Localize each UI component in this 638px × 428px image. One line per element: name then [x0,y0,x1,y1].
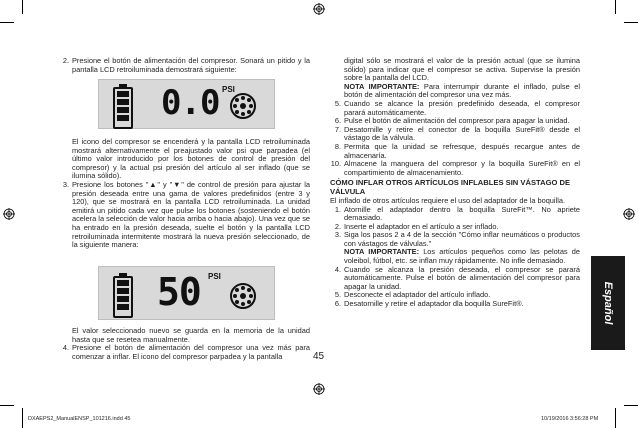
language-tab-label: Español [602,281,614,325]
left-column [58,57,310,74]
list-item-3: 3. Presione los botones "▲" y "▼" de control de presión para ajustar la presión deseada entre una gama de valores predefinidos (entre 3 y 120), que se mostrará en la pantalla LCD retroiluminada. La unidad emitirá un pitido cada vez que pulse los botones (sosteniendo el botón acelera la selección de valor hacia arriba o hacia abajo). Una vez que se ha entrado en la presión deseada, suelte el botón y la pantalla LCD retroiluminada intermitente mostrará la nueva presión seleccionado, de la siguiente manera: [62,179,310,250]
crop-mark [615,408,616,428]
crop-mark [22,0,23,14]
lcd-digits: 50 [157,270,201,314]
list-item: 10. Almacene la manguera del compresor y la boquilla SureFit® en el compartimiento de almacenamiento. [330,159,580,177]
list-item: 6. Pulse el botón de alimentación del compresor para apagar la unidad. [334,116,570,126]
footer-filename: DXAEPS2_ManualENSP_101216.indd 45 [28,416,131,422]
left-column-footer [58,327,310,361]
registration-mark-right [623,208,635,220]
page-number: 45 [313,351,325,362]
list-item: 3. Siga los pasos 2 a 4 de la sección "Cómo inflar neumáticos o productos con vástagos de válvulas." [334,230,580,248]
paragraph: El valor seleccionado nuevo se guarda en la memoria de la unidad hasta que se resetea manualmente. [72,326,310,344]
list-item: 8. Permita que la unidad se refresque, después recargue antes de almacenaría. [334,141,580,160]
language-tab [591,256,625,350]
right-column [330,57,580,309]
list-item: 6. Desatornille y retire el adaptador dla boquilla SureFit®. [334,299,524,309]
battery-icon [113,276,133,318]
list-item-2: 2. Presione el botón de alimentación del compresor. Sonará un pitido y la pantalla LCD retroiluminada demostrará siguiente: [62,56,310,74]
registration-mark-bottom [313,383,325,395]
list-item: 7. Desatornille y retire el conector de la boquilla SureFit® desde el vástago de la válvula. [334,124,580,143]
list-item: 4. Cuando se alcanza la presión deseada, el compresor se parará automáticamente. Pulse el botón de alimentación del compresor para apagar la unidad. [334,264,580,291]
crop-mark [615,0,616,14]
important-note: NOTA IMPORTANTE: Los artículos pequeños como las pelotas de voleibol, fútbol, etc. se inflan muy rápidamente. No infle demasiado. [344,247,581,266]
paragraph: digital sólo se mostrará el valor de la presión actual (que se ilumina sólido) para indicar que el compresor se activa. Supervise la presión sobre la pantalla del LCD. [344,56,580,83]
crop-mark [624,405,638,406]
lcd-display-2 [98,266,275,320]
list-item-4: 4. Presione el botón de alimentación del compresor una vez más para comenzar a inflar. El icono del compresor parpadea y la pantalla [62,343,310,361]
list-item: 5. Cuando se alcance la presión predefinido deseada, el compresor parará automáticamente. [334,98,580,117]
list-item: 5. Desconecte el adaptador del artículo inflado. [334,290,491,300]
compressor-icon [230,283,256,309]
paragraph: El icono del compresor se encenderá y la pantalla LCD retroiluminada mostrará alternativamente el preajustado valor psi que parpadea (el último valor introducido por los botones de control de presión del compresor) y la actual psi presión del artículo al ser inflado (que se ilumina sólido). [72,137,310,181]
lcd-unit: PSI [222,85,235,94]
compressor-icon [230,93,256,119]
crop-mark [624,22,638,23]
left-column-body [58,138,310,250]
crop-mark [0,405,14,406]
lcd-unit: PSI [208,272,221,281]
list-item: 1. Atornille el adaptador dentro la boquilla SureFit™. No apriete demasiado. [334,204,580,223]
registration-mark-left [3,208,15,220]
list-item: 2. Inserte el adaptador en el artículo a ser inflado. [334,221,499,231]
lcd-display-1 [98,79,275,129]
section-heading: CÓMO INFLAR OTROS ARTÍCULOS INFLABLES SIN VÁSTAGO DE VÁLVULA [330,178,571,197]
lcd-digits: 0.0 [161,83,220,123]
crop-mark [22,408,23,428]
registration-mark-top [313,3,325,15]
battery-icon [113,87,133,129]
crop-mark [0,22,14,23]
important-note: NOTA IMPORTANTE: Para interrumpir durante el inflado, pulse el botón de alimentación del compresor una vez más. [344,81,581,100]
paragraph: El inflado de otros artículos requiere el uso del adaptador de la boquilla. [330,195,566,205]
footer-timestamp: 10/19/2016 3:56:28 PM [541,416,599,422]
